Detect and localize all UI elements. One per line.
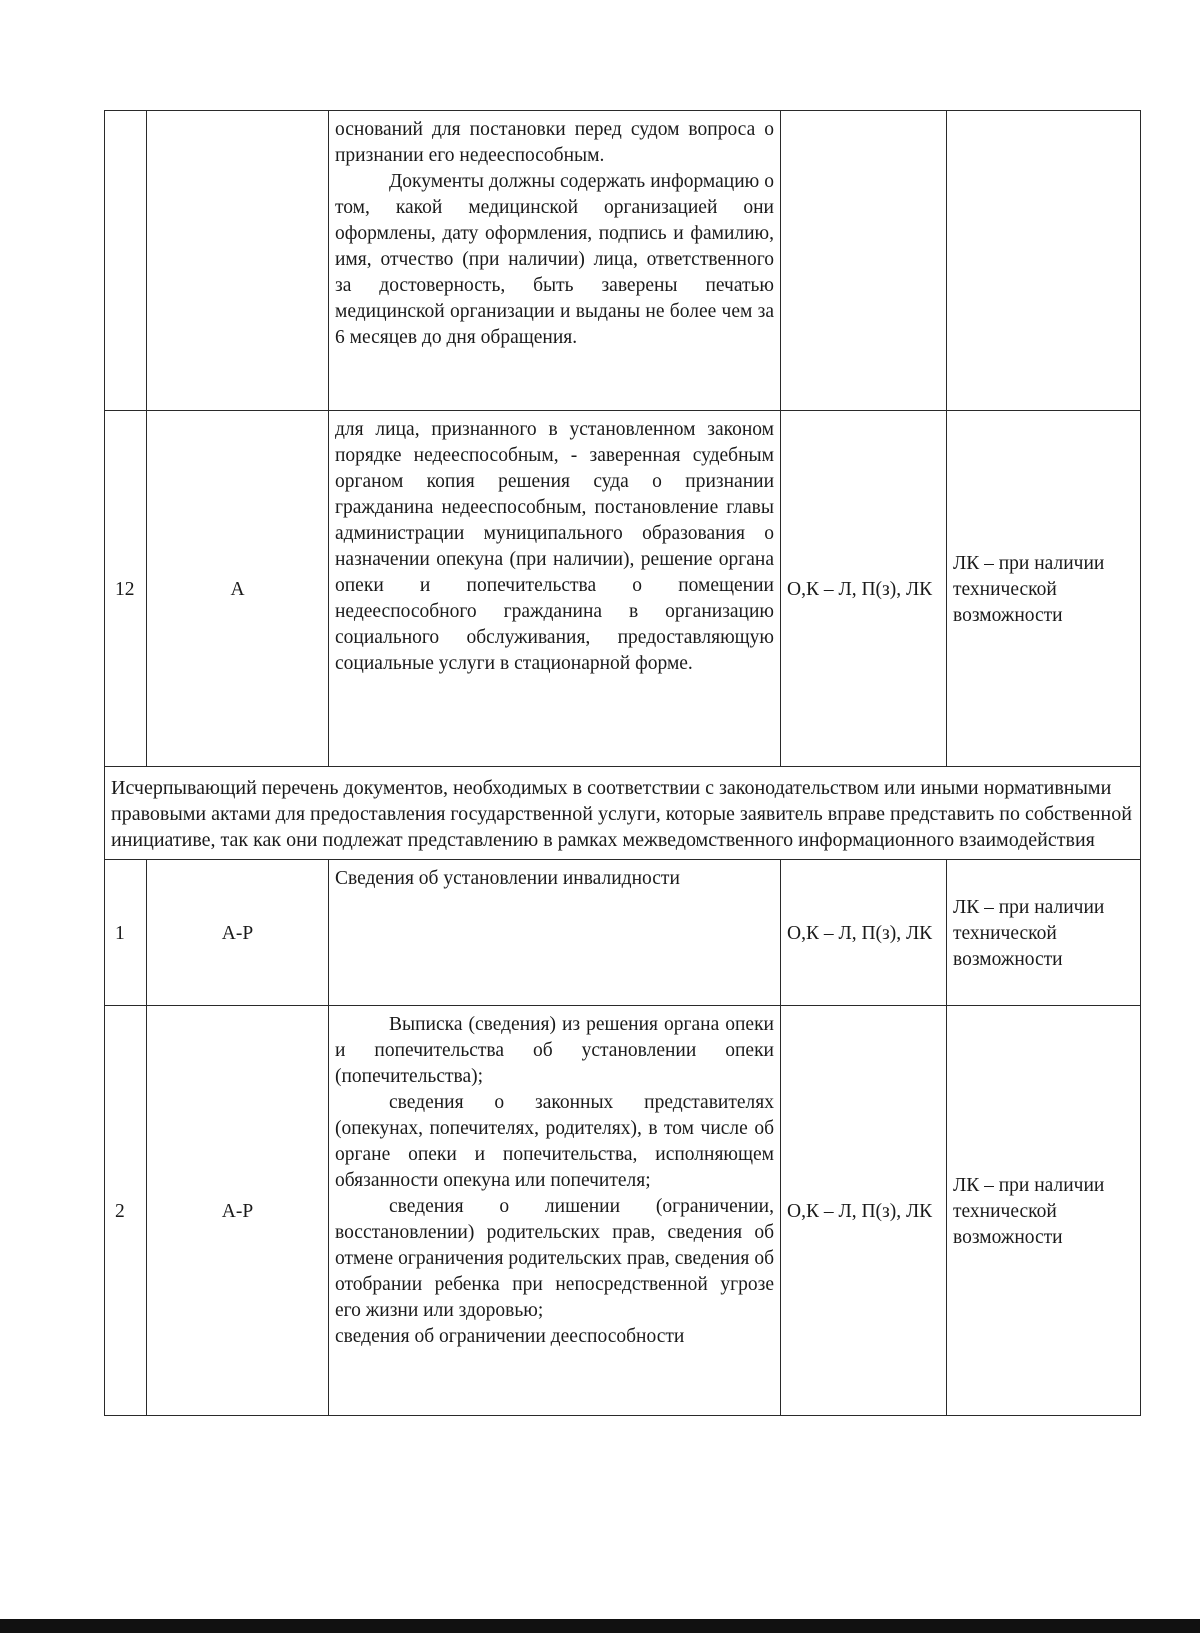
text-paragraph: сведения о лишении (ограничении, восстановлении) родительских прав, сведения об отмене ограничения родительских прав, сведения об отобрании ребенка при непосредственной угрозе его жизни или здоровью;	[335, 1196, 774, 1321]
row-number: 12	[105, 411, 147, 767]
text-paragraph: сведения о законных представителях (опекунах, попечителях, родителях), в том числе об органе опеки и попечительства, исполняющем обязанности опекуна или попечителя;	[335, 1092, 774, 1191]
text-paragraph: сведения об ограничении дееспособности	[335, 1326, 685, 1347]
submission-note: ЛК – при наличии технической возможности	[947, 860, 1141, 1006]
submission-note	[947, 111, 1141, 411]
applicant-category: А-Р	[147, 1006, 329, 1416]
scan-edge-bar	[0, 1619, 1200, 1633]
section-header: Исчерпывающий перечень документов, необходимых в соответствии с законодательством или иными нормативными правовыми актами для предоставления государственной услуги, которые заявитель вправе представить по собственной инициативе, так как они подлежат представлению в рамках межведомственного информационного взаимодействия	[105, 767, 1141, 860]
document-description	[329, 411, 781, 767]
submission-note: ЛК – при наличии технической возможности	[947, 411, 1141, 767]
submission-method: О,К – Л, П(з), ЛК	[781, 411, 947, 767]
submission-method: О,К – Л, П(з), ЛК	[781, 1006, 947, 1416]
row-number: 1	[105, 860, 147, 1006]
document-description	[329, 860, 781, 1006]
submission-method	[781, 111, 947, 411]
submission-method: О,К – Л, П(з), ЛК	[781, 860, 947, 1006]
applicant-category: А	[147, 411, 329, 767]
applicant-category: А-Р	[147, 860, 329, 1006]
document-description	[329, 1006, 781, 1416]
section-header-row	[105, 767, 1141, 860]
table-row	[105, 1006, 1141, 1416]
submission-note: ЛК – при наличии технической возможности	[947, 1006, 1141, 1416]
applicant-category	[147, 111, 329, 411]
services-documents-table	[104, 110, 1141, 1416]
table-row	[105, 411, 1141, 767]
document-description	[329, 111, 781, 411]
row-number	[105, 111, 147, 411]
text-paragraph: Сведения об установлении инвалидности	[335, 868, 680, 889]
text-paragraph: Выписка (сведения) из решения органа опеки и попечительства об установлении опеки (попечительства);	[335, 1014, 774, 1087]
table-row	[105, 860, 1141, 1006]
text-paragraph: оснований для постановки перед судом вопроса о признании его недееспособным.	[335, 119, 774, 166]
row-number: 2	[105, 1006, 147, 1416]
text-paragraph: для лица, признанного в установленном законом порядке недееспособным, - заверенная судебным органом копия решения суда о признании гражданина недееспособным, постановление главы администрации муниципального образования о назначении опекуна (при наличии), решение органа опеки и попечительства о помещении недееспособного гражданина в организацию социального обслуживания, предоставляющую социальные услуги в стационарной форме.	[335, 419, 774, 674]
table-row	[105, 111, 1141, 411]
text-paragraph: Документы должны содержать информацию о том, какой медицинской организацией они оформлены, дату оформления, подпись и фамилию, имя, отчество (при наличии) лица, ответственного за достоверность, быть заверены печатью медицинской организации и выданы не более чем за 6 месяцев до дня обращения.	[335, 171, 774, 348]
